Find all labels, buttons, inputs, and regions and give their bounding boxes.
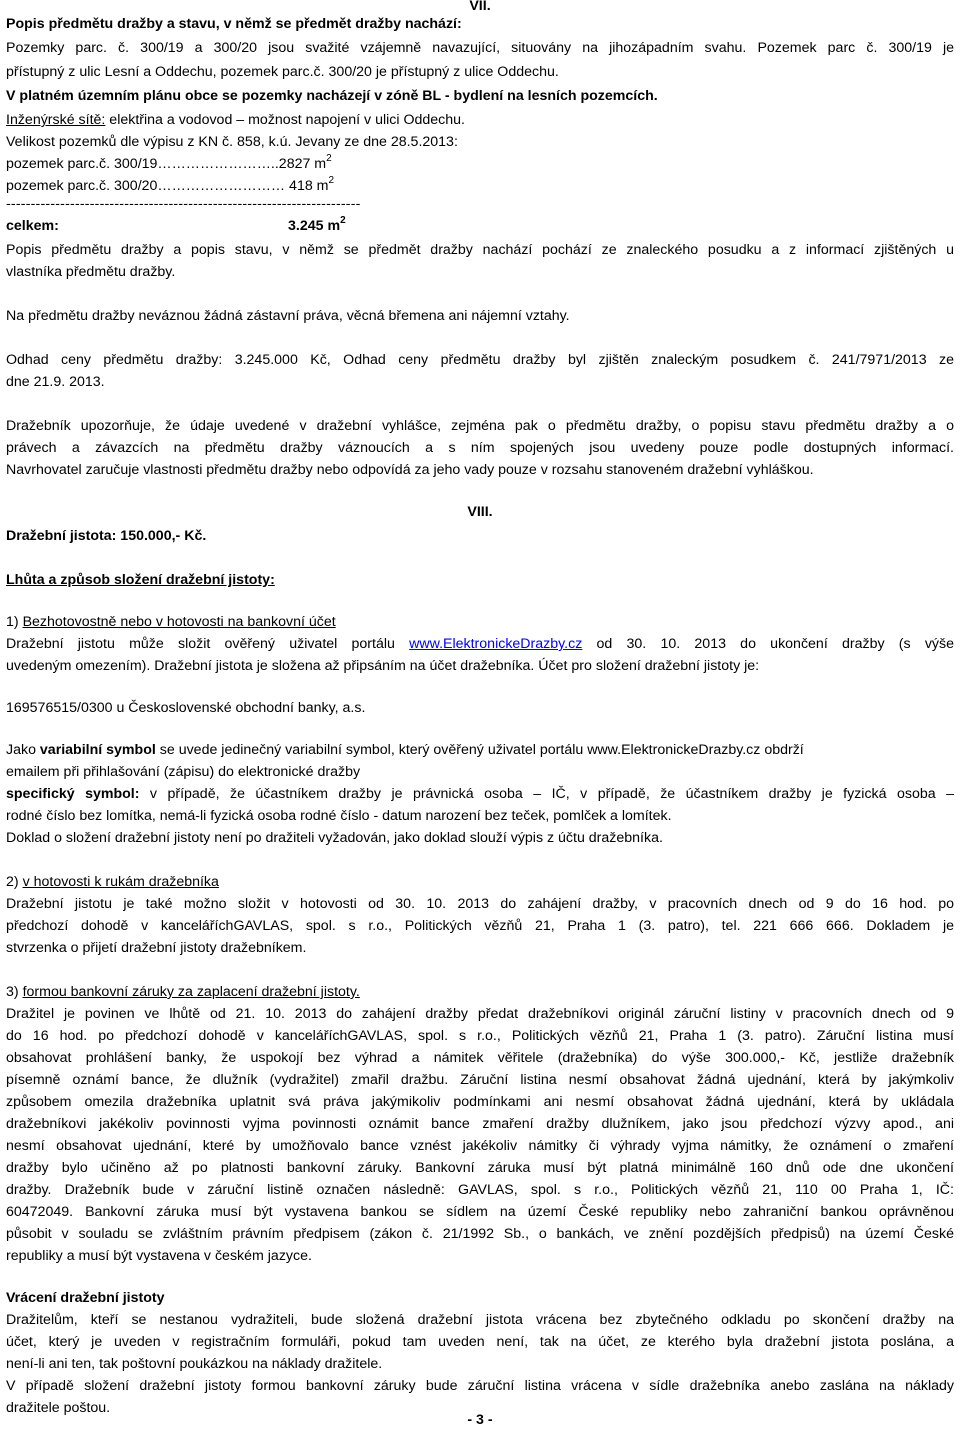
page-number: - 3 - <box>467 1412 493 1428</box>
divider-dashes: ------------------------------------------------------------------------ <box>6 196 361 212</box>
text-span: se uvede jedinečný variabilní symbol, který ověřený uživatel portálu www.ElektronickeDrazby.cz obdrží <box>155 742 804 758</box>
paragraph-line: emailem při přihlašování (zápisu) do elektronické dražby <box>6 764 361 780</box>
text-span: Dražební jistotu může složit ověřený uživatel portálu <box>6 636 410 652</box>
superscript: 2 <box>328 175 335 186</box>
section-heading-vii: VII. <box>469 0 491 14</box>
parcel-row <box>6 154 954 174</box>
option-2-heading <box>6 872 954 892</box>
paragraph-line: Dražebník upozorňuje, že údaje uvedené v dražební vyhlášce, zejména pak o předmětu dražby, o popisu stavu předmětu dražby a o <box>6 418 954 434</box>
no-liens-statement: Na předmětu dražby neváznou žádná zástavní práva, věcná břemena ani nájemní vztahy. <box>6 308 570 324</box>
option-3-heading <box>6 982 954 1002</box>
paragraph-line: uvedeným omezením). Dražební jistota je složena až připsáním na účet dražebníka. Účet pro složení dražební jistoty je: <box>6 658 760 674</box>
utilities-text: elektřina a vodovod – možnost napojení v ulici Oddechu. <box>105 112 465 128</box>
paragraph-line: přístupný z ulic Lesní a Oddechu, pozemek parc.č. 300/20 je přístupný z ulice Oddechu. <box>6 64 559 80</box>
total-value-wrap <box>288 216 346 236</box>
paragraph-line: Odhad ceny předmětu dražby: 3.245.000 Kč, Odhad ceny předmětu dražby byl zjištěn znaleckým posudkem č. 241/7971/2013 ze <box>6 352 954 368</box>
paragraph-line: rodné číslo bez lomítka, nemá-li fyzická osoba rodné číslo - datum narození bez teček, pomlček a lomítek. <box>6 808 672 824</box>
parcel-row <box>6 176 954 196</box>
text-span: od 30. 10. 2013 do ukončení dražby (s výše <box>582 636 954 652</box>
specific-symbol-line <box>6 784 954 804</box>
paragraph-line: Pozemky parc. č. 300/19 a 300/20 jsou svažité vzájemně navazující, situovány na jihozápadním svahu. Pozemek parc č. 300/19 je <box>6 40 954 56</box>
paragraph-line: Dražební jistotu je také možno složit v hotovosti od 30. 10. 2013 do zahájení dražby, v pracovních dnech od 9 do 16 hod. po <box>6 896 954 912</box>
paragraph-line: předchozí dohodě v kanceláříchGAVLAS, spol. s r.o., Politických vězňů 21, Praha 1 (3. patro), tel. 221 666 666. Dokladem je <box>6 918 954 934</box>
superscript: 2 <box>326 153 332 164</box>
option-title: formou bankovní záruky za zaplacení dražební jistoty. <box>22 984 360 1000</box>
bold-term: specifický symbol: <box>6 786 140 802</box>
variable-symbol-line <box>6 740 954 760</box>
deposit-amount: Dražební jistota: 150.000,- Kč. <box>6 528 207 544</box>
paragraph-line: dražby bylo učiněno až po platnosti bankovní záruky. Bankovní záruka musí být platná minimálně 160 dnů ode dne ukončení <box>6 1160 954 1176</box>
paragraph-line: Popis předmětu dražby a popis stavu, v němž se předmět dražby nachází pochází ze znaleckého posudku a z informací zjištěných u <box>6 242 954 258</box>
paragraph-line: dražebníkovi jakékoliv povinnosti vyjma povinnosti oznámit bance zmaření dražby dlužníkem, jako jsou předchozí výzvy apod., ani <box>6 1116 954 1132</box>
option-number: 3) <box>6 984 23 1000</box>
parcel-text: pozemek parc.č. 300/19……………………..2827 m <box>6 156 327 172</box>
paragraph-line: není-li ani ten, tak poštovní poukázkou na náklady dražitele. <box>6 1356 383 1372</box>
paragraph-line: vlastníka předmětu dražby. <box>6 264 176 280</box>
utilities-line <box>6 110 954 130</box>
paragraph-line: nesmí obsahovat ujednání, které by umožňovalo bance vznést jakékoliv námitky či výhrady vyjma námitky, že oznámení o zmaření <box>6 1138 954 1154</box>
superscript: 2 <box>340 215 346 226</box>
paragraph-line: republiky a musí být vystavena v českém jazyce. <box>6 1248 312 1264</box>
total-value: 3.245 m <box>288 218 341 234</box>
paragraph-line: do 16 hod. po předchozí dohodě v kanceláříchGAVLAS, spol. s r.o., Politických vězňů 21, Praha 1 (3. patro). Záruční listina musí <box>6 1028 954 1044</box>
parcel-text: pozemek parc.č. 300/20……………………… 418 m <box>6 178 329 194</box>
paragraph-line: dražby. Dražebník bude v záruční listině označen následně: GAVLAS, spol. s r.o., Politických vězňů 21, 110 00 Praha 1, IČ: <box>6 1182 954 1198</box>
zoning-statement: V platném územním plánu obce se pozemky nacházejí v zóně BL - bydlení na lesních pozemcích. <box>6 88 658 104</box>
option-number: 2) <box>6 874 23 890</box>
paragraph-line: V případě složení dražební jistoty formou bankovní záruky bude záruční listina vrácena v sídle dražebníka anebo zaslána na náklady <box>6 1378 954 1394</box>
paragraph-line <box>6 634 954 654</box>
paragraph-line: působit v souladu se zvláštním právním předpisem (zákon č. 21/1992 Sb., o bankách, ve znění pozdějších předpisů) na území České <box>6 1226 954 1242</box>
paragraph-line: Doklad o složení dražební jistoty není po dražiteli vyžadován, jako doklad slouží výpis z účtu dražebníka. <box>6 830 663 846</box>
portal-link[interactable]: www.ElektronickeDrazby.cz <box>409 636 583 652</box>
option-title: Bezhotovostně nebo v hotovosti na bankovní účet <box>22 614 336 630</box>
paragraph-line: písemně oznámí bance, že dlužník (vydražitel) zmařil dražbu. Záruční listina nesmí obsahovat žádná ujednání, která by jakýmkoliv <box>6 1072 954 1088</box>
paragraph-line: dražitele poštou. <box>6 1400 111 1416</box>
paragraph-line: 60472049. Bankovní záruka musí být vystavena bankou se sídlem na území České republiky nebo zahraniční bankou oprávněnou <box>6 1204 954 1220</box>
deposit-method-heading: Lhůta a způsob složení dražební jistoty: <box>6 572 275 588</box>
paragraph-line: způsobem omezila dražebníka uplatnit svá práva jakýmikoliv podmínkami ani nesmí obsahovat žádná ujednání, která by ukládala <box>6 1094 954 1110</box>
text-span: v případě, že účastníkem dražby je právnická osoba – IČ, v případě, že účastníkem dražby je fyzická osoba – <box>139 786 954 802</box>
total-label: celkem: <box>6 218 59 234</box>
utilities-label: Inženýrské sítě: <box>6 112 106 128</box>
section-title: Popis předmětu dražby a stavu, v němž se předmět dražby nachází: <box>6 16 462 32</box>
paragraph-line: stvrzenka o přijetí dražební jistoty dražebníkem. <box>6 940 307 956</box>
option-1-heading <box>6 612 954 632</box>
deposit-return-heading: Vrácení dražební jistoty <box>6 1290 165 1306</box>
section-heading-viii: VIII. <box>467 504 493 520</box>
paragraph-line: Dražitelům, kteří se nestanou vydražiteli, bude složená dražební jistota vrácena bez zbytečného odkladu po skončení dražby na <box>6 1312 954 1328</box>
option-title: v hotovosti k rukám dražebníka <box>22 874 219 890</box>
paragraph-line: Dražitel je povinen ve lhůtě od 21. 10. 2013 do zahájení dražby předat dražebníkovi originál záruční listiny v pracovních dnech od 9 <box>6 1006 954 1022</box>
paragraph-line: Navrhovatel zaručuje vlastnosti předmětu dražby nebo odpovídá za jeho vady pouze v rozsahu stanoveném dražební vyhláškou. <box>6 462 814 478</box>
bold-term: variabilní symbol <box>39 742 156 758</box>
option-number: 1) <box>6 614 23 630</box>
land-size-line: Velikost pozemků dle výpisu z KN č. 858, k.ú. Jevany ze dne 28.5.2013: <box>6 134 458 150</box>
paragraph-line: účet, který je uveden v registračním formuláři, pokud tam uveden není, tak na účet, ze kterého byla dražební jistota poslána, a <box>6 1334 954 1350</box>
paragraph-line: právech a závazcích na předmětu dražby váznoucích a s ním spojených jsou uvedeny pouze podle dostupných informací. <box>6 440 954 456</box>
bank-account: 169576515/0300 u Československé obchodní banky, a.s. <box>6 700 366 716</box>
paragraph-line: dne 21.9. 2013. <box>6 374 105 390</box>
text-span: Jako <box>6 742 40 758</box>
total-row <box>6 216 954 236</box>
paragraph-line: obsahovat prohlášení banky, že uspokojí bez výhrad a námitek věřitele (dražebníka) do výše 300.000,- Kč, jestliže dražebník <box>6 1050 954 1066</box>
